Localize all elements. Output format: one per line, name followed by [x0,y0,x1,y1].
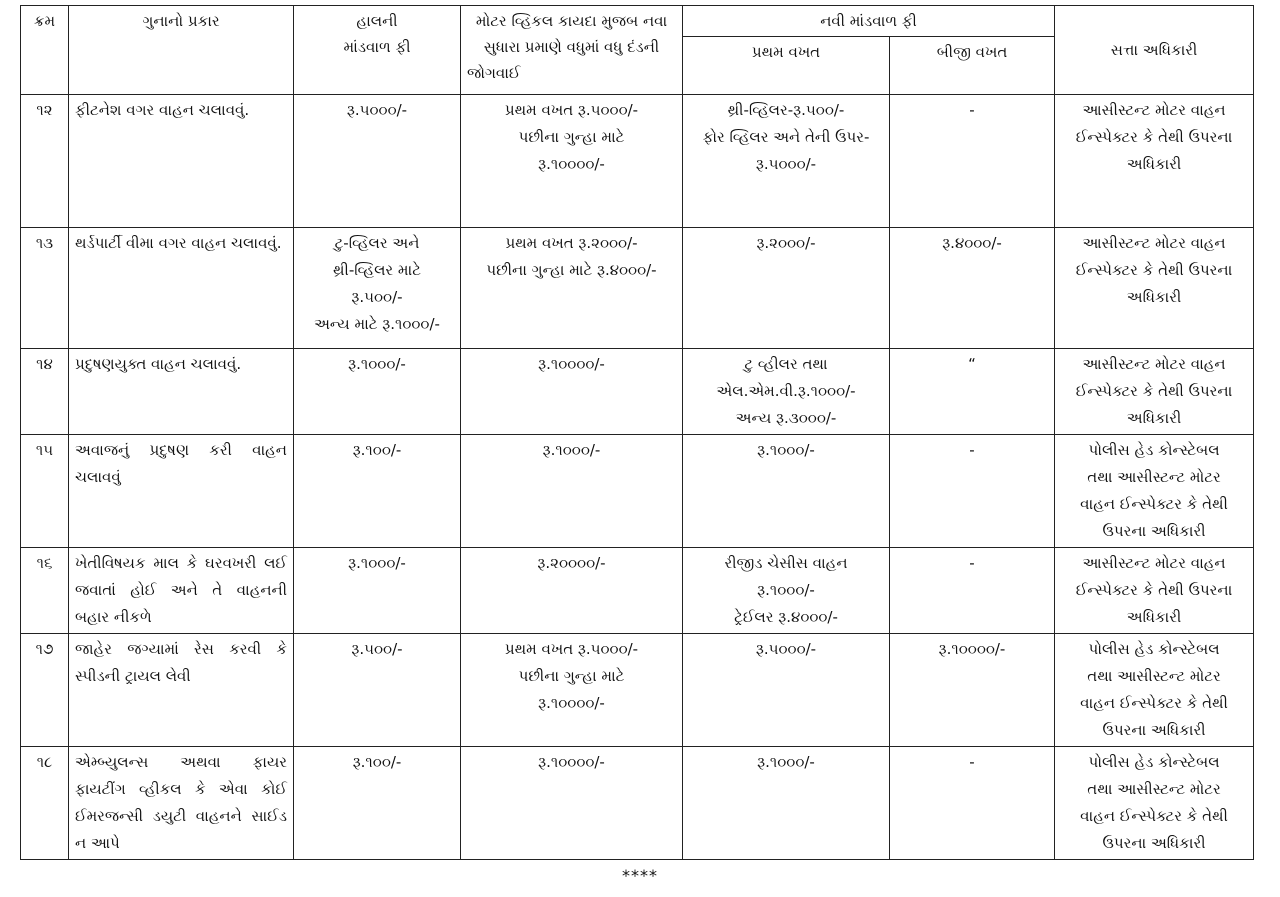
serial-cell: ૧૬ [21,548,69,634]
act-provision-cell: પ્રથમ વખત રૂ.૫૦૦૦/- પછીના ગુન્હા માટે રૂ.૧૦૦૦૦/- [461,634,683,747]
first-time-fee-cell: રીજીડ ચેસીસ વાહન રૂ.૧૦૦૦/- ટ્રેઈલર રૂ.૪૦૦૦/- [683,548,890,634]
offence-cell: ખેતીવિષયક માલ કે ઘરવખરી લઈ જવાતાં હોઈ અને તે વાહનની બહાર નીકળે [69,548,294,634]
act-provision-cell: પ્રથમ વખત રૂ.૨૦૦૦/- પછીના ગુન્હા માટે રૂ.૪૦૦૦/- [461,228,683,349]
current-fee-cell: રૂ.૫૦૦૦/- [294,95,461,228]
act-provision-cell: રૂ.૨૦૦૦૦/- [461,548,683,634]
table-row [21,747,1254,860]
act-provision-cell: રૂ.૧૦૦૦૦/- [461,747,683,860]
current-fee-cell: રૂ.૫૦૦/- [294,634,461,747]
header-current-fee: હાલની માંડવાળ ફી [294,6,461,95]
offence-cell: અવાજનું પ્રદુષણ કરી વાહન ચલાવવું [69,435,294,548]
header-authority: સત્તા અધિકારી [1055,6,1254,95]
authority-cell: પોલીસ હેડ કોન્સ્ટેબલ તથા આસીસ્ટન્ટ મોટર વાહન ઈન્સ્પેક્ટર કે તેથી ઉપરના અધિકારી [1055,634,1254,747]
table-row [21,228,1254,349]
table-row [21,95,1254,228]
offence-cell: જાહેર જગ્યામાં રેસ કરવી કે સ્પીડની ટ્રાયલ લેવી [69,634,294,747]
first-time-fee-cell: રૂ.૨૦૦૦/- [683,228,890,349]
authority-cell: આસીસ્ટન્ટ મોટર વાહન ઈન્સ્પેક્ટર કે તેથી ઉપરના અધિકારી [1055,548,1254,634]
act-provision-cell: રૂ.૧૦૦૦૦/- [461,349,683,435]
authority-cell: પોલીસ હેડ કોન્સ્ટેબલ તથા આસીસ્ટન્ટ મોટર વાહન ઈન્સ્પેક્ટર કે તેથી ઉપરના અધિકારી [1055,435,1254,548]
second-time-fee-cell: - [890,95,1055,228]
serial-cell: ૧૫ [21,435,69,548]
current-fee-cell: રૂ.૧૦૦/- [294,747,461,860]
current-fee-cell: રૂ.૧૦૦૦/- [294,349,461,435]
first-time-fee-cell: રૂ.૫૦૦૦/- [683,634,890,747]
authority-cell: આસીસ્ટન્ટ મોટર વાહન ઈન્સ્પેક્ટર કે તેથી ઉપરના અધિકારી [1055,349,1254,435]
current-fee-cell: ટુ-વ્હિલર અને થ્રી-વ્હિલર માટે રૂ.૫૦૦/- અન્ય માટે રૂ.૧૦૦૦/- [294,228,461,349]
first-time-fee-cell: રૂ.૧૦૦૦/- [683,435,890,548]
table-row [21,634,1254,747]
header-act-provision: મોટર વ્હિકલ કાયદા મુજબ નવા સુધારા પ્રમાણે વધુમાં વધુ દંડની જોગવાઈ [461,6,683,95]
header-new-fee: નવી માંડવાળ ફી [683,6,1055,37]
offence-cell: એમ્બ્યુલન્સ અથવા ફાયર ફાયટીંગ વ્હીકલ કે એવા કોઈ ઈમરજન્સી ડયુટી વાહનને સાઈડ ન આપે [69,747,294,860]
serial-cell: ૧૭ [21,634,69,747]
second-time-fee-cell: - [890,435,1055,548]
authority-cell: આસીસ્ટન્ટ મોટર વાહન ઈન્સ્પેક્ટર કે તેથી ઉપરના અધિકારી [1055,95,1254,228]
header-second-time: બીજી વખત [890,37,1055,95]
serial-cell: ૧૮ [21,747,69,860]
offence-cell: પ્રદુષણયુક્ત વાહન ચલાવવું. [69,349,294,435]
first-time-fee-cell: ટુ વ્હીલર તથા એલ.એમ.વી.રૂ.૧૦૦૦/- અન્ય રૂ.૩૦૦૦/- [683,349,890,435]
second-time-fee-cell: રૂ.૪૦૦૦/- [890,228,1055,349]
table-row [21,548,1254,634]
offence-cell: થર્ડપાર્ટી વીમા વગર વાહન ચલાવવું. [69,228,294,349]
authority-cell: પોલીસ હેડ કોન્સ્ટેબલ તથા આસીસ્ટન્ટ મોટર વાહન ઈન્સ્પેક્ટર કે તેથી ઉપરના અધિકારી [1055,747,1254,860]
serial-cell: ૧૨ [21,95,69,228]
table-row [21,349,1254,435]
table-header [21,6,1254,95]
first-time-fee-cell: રૂ.૧૦૦૦/- [683,747,890,860]
footer-stars: **** [622,866,658,885]
offence-cell: ફીટનેશ વગર વાહન ચલાવવું. [69,95,294,228]
second-time-fee-cell: “ [890,349,1055,435]
act-provision-cell: પ્રથમ વખત રૂ.૫૦૦૦/- પછીના ગુન્હા માટે રૂ.૧૦૦૦૦/- [461,95,683,228]
second-time-fee-cell: રૂ.૧૦૦૦૦/- [890,634,1055,747]
table-body [21,95,1254,860]
serial-cell: ૧૩ [21,228,69,349]
serial-cell: ૧૪ [21,349,69,435]
header-offence-type: ગુનાનો પ્રકાર [69,6,294,95]
act-provision-cell: રૂ.૧૦૦૦/- [461,435,683,548]
current-fee-cell: રૂ.૧૦૦/- [294,435,461,548]
authority-cell: આસીસ્ટન્ટ મોટર વાહન ઈન્સ્પેક્ટર કે તેથી ઉપરના અધિકારી [1055,228,1254,349]
fee-table [20,5,1254,860]
header-serial: ક્રમ [21,6,69,95]
first-time-fee-cell: થ્રી-વ્હિલર-રૂ.૫૦૦/- ફોર વ્હિલર અને તેની ઉપર- રૂ.૫૦૦૦/- [683,95,890,228]
header-first-time: પ્રથમ વખત [683,37,890,95]
second-time-fee-cell: - [890,548,1055,634]
second-time-fee-cell: - [890,747,1055,860]
current-fee-cell: રૂ.૧૦૦૦/- [294,548,461,634]
table-row [21,435,1254,548]
